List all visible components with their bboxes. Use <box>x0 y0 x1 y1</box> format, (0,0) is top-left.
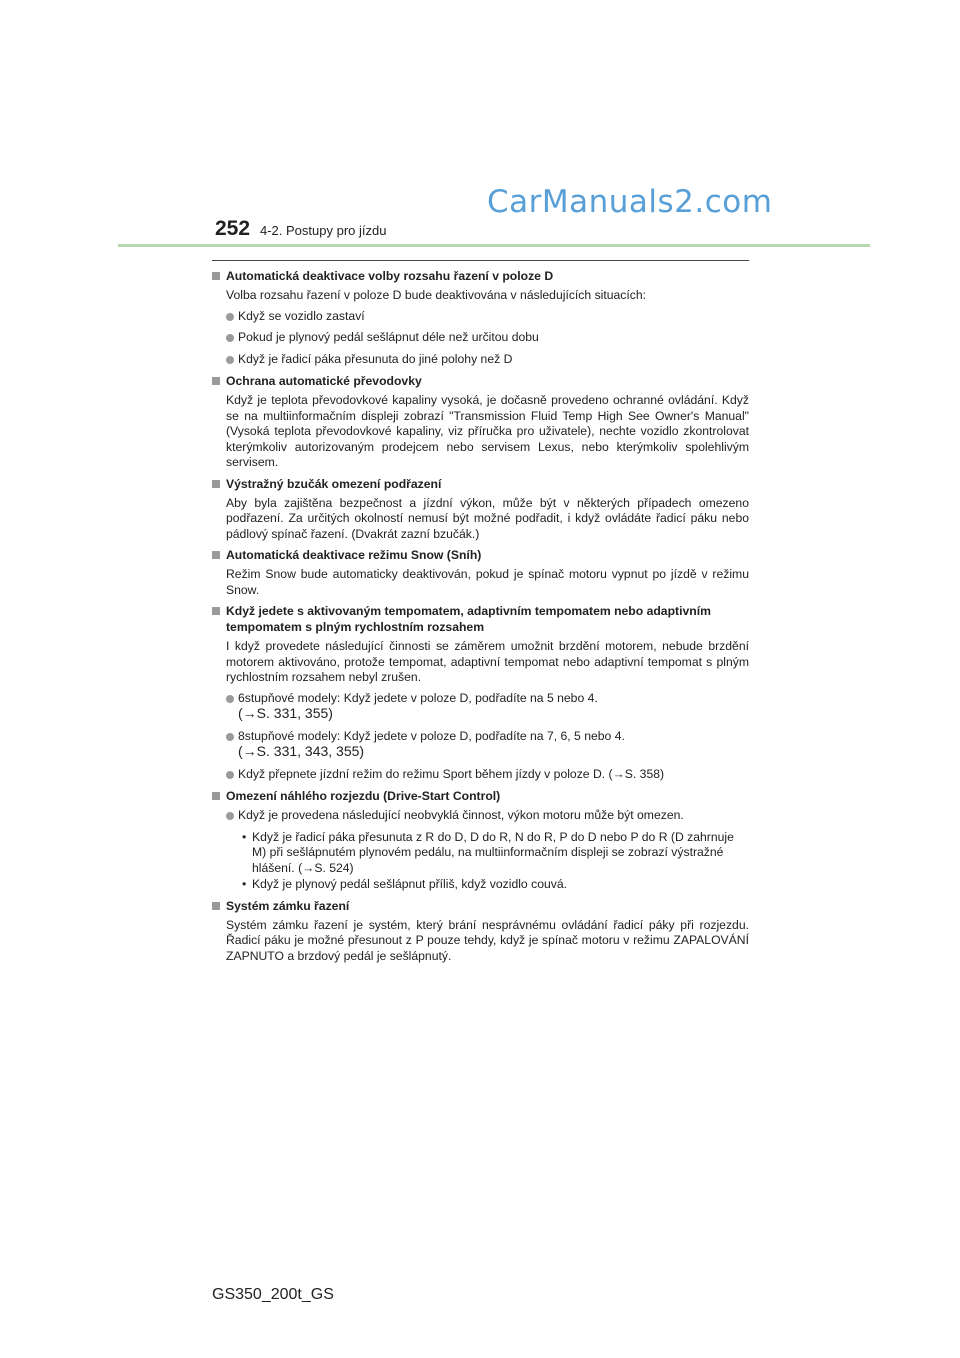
square-bullet-icon <box>212 902 220 910</box>
list-item: Když se vozidlo zastaví <box>212 309 749 325</box>
sub-list-item: • Když je plynový pedál sešlápnut příliš, když vozidlo couvá. <box>242 877 568 891</box>
circle-bullet-icon <box>226 733 234 741</box>
page-reference: (→S. 331, 355) <box>238 705 333 721</box>
section-downshift-buzzer <box>212 476 749 543</box>
list-item: Když přepnete jízdní režim do režimu Sport během jízdy v poloze D. (→S. 358) <box>212 767 749 783</box>
square-bullet-icon <box>212 377 220 385</box>
list-item: Pokud je plynový pedál sešlápnut déle než určitou dobu <box>212 330 749 346</box>
circle-bullet-icon <box>226 356 234 364</box>
list-item: 8stupňové modely: Když jedete v poloze D, podřadíte na 7, 6, 5 nebo 4. (→S. 331, 343, 355) <box>212 729 749 761</box>
section-snow-mode <box>212 547 749 598</box>
section-paragraph: I když provedete následující činnosti se záměrem umožnit brzdění motorem, nebude brzdění motorem aktivováno, protože tempomat, adaptivní tempomat nebo adaptivní tempomat s plným rychlostním rozsahem nebyl zrušen. <box>226 639 749 684</box>
section-paragraph: Volba rozsahu řazení v poloze D bude deaktivována v následujících situacích: <box>226 288 647 302</box>
circle-bullet-icon <box>226 313 234 321</box>
page-number: 252 <box>215 217 251 240</box>
section-title: 4-2. Postupy pro jízdu <box>260 223 387 238</box>
section-paragraph: Režim Snow bude automaticky deaktivován, pokud je spínač motoru vypnut po jízdě v režimu Snow. <box>226 567 749 597</box>
section-cruise-control <box>212 603 749 782</box>
section-heading: Omezení náhlého rozjezdu (Drive-Start Control) <box>212 788 749 804</box>
section-paragraph: Když je teplota převodovkové kapaliny vysoká, je dočasně provedeno ochranné ovládání. Když se na multiinformačním displeji zobrazí "Transmission Fluid Temp High See Owner's Manual" (Vysoká teplota převodovkové kapaliny, viz příručka pro uživatele), nechte vozidlo zkontrolovat kterýmkoliv autorizovaným prodejcem nebo servisem Lexus, nebo kterýmkoliv spolehlivým servisem. <box>226 393 749 469</box>
section-heading: Systém zámku řazení <box>212 898 749 914</box>
sub-list-item: • Když je řadicí páka přesunuta z R do D, D do R, N do R, P do D nebo P do R (D zahrnuje M) při sešlápnutém plynovém pedálu, na multiinformačním displeji se zobrazí výstražné hlášení. (→S. 524) <box>242 829 734 875</box>
section-shift-lock <box>212 898 749 965</box>
section-transmission-protection <box>212 373 749 471</box>
section-drive-start-control <box>212 788 749 893</box>
content-top-rule <box>212 260 749 261</box>
circle-bullet-icon <box>226 812 234 820</box>
square-bullet-icon <box>212 480 220 488</box>
footer-model-code: GS350_200t_GS <box>212 1286 334 1303</box>
section-heading: Ochrana automatické převodovky <box>212 373 749 389</box>
page-content <box>212 268 749 969</box>
header-rule <box>118 244 870 247</box>
watermark-logo: CarManuals2.com <box>487 184 773 220</box>
list-item: 6stupňové modely: Když jedete v poloze D, podřadíte na 5 nebo 4. (→S. 331, 355) <box>212 691 749 723</box>
square-bullet-icon <box>212 792 220 800</box>
square-bullet-icon <box>212 272 220 280</box>
square-bullet-icon <box>212 607 220 615</box>
section-paragraph: Systém zámku řazení je systém, který brání nesprávnému ovládání řadicí páky při rozjezdu. Řadicí páku je možné přesunout z P pouze tehdy, když je spínač motoru v režimu ZAPALOVÁNÍ ZAPNUTO a brzdový pedál je sešlápnutý. <box>226 917 749 963</box>
circle-bullet-icon <box>226 771 234 779</box>
section-heading: Výstražný bzučák omezení podřazení <box>212 476 749 492</box>
small-bullet-icon: • <box>242 877 247 891</box>
section-heading: Když jedete s aktivovaným tempomatem, adaptivním tempomatem nebo adaptivním tempomatem s plným rychlostním rozsahem <box>212 603 749 635</box>
circle-bullet-icon <box>226 334 234 342</box>
square-bullet-icon <box>212 551 220 559</box>
list-item: Když je řadicí páka přesunuta do jiné polohy než D <box>212 352 749 368</box>
list-item: Když je provedena následující neobvyklá činnost, výkon motoru může být omezen. <box>212 808 749 824</box>
small-bullet-icon: • <box>242 829 247 844</box>
section-d-range-deactivation <box>212 268 749 367</box>
section-heading: Automatická deaktivace režimu Snow (Sníh) <box>212 547 749 563</box>
circle-bullet-icon <box>226 695 234 703</box>
section-paragraph: Aby byla zajištěna bezpečnost a jízdní výkon, může být v některých případech omezeno podřazení. Za určitých okolností nemusí být možné podřadit, i když ovládáte řadicí páku nebo pádlový spínač řazení. (Dvakrát zazní bzučák.) <box>226 495 749 541</box>
section-heading: Automatická deaktivace volby rozsahu řazení v poloze D <box>212 268 749 284</box>
page-reference: (→S. 331, 343, 355) <box>238 743 365 759</box>
